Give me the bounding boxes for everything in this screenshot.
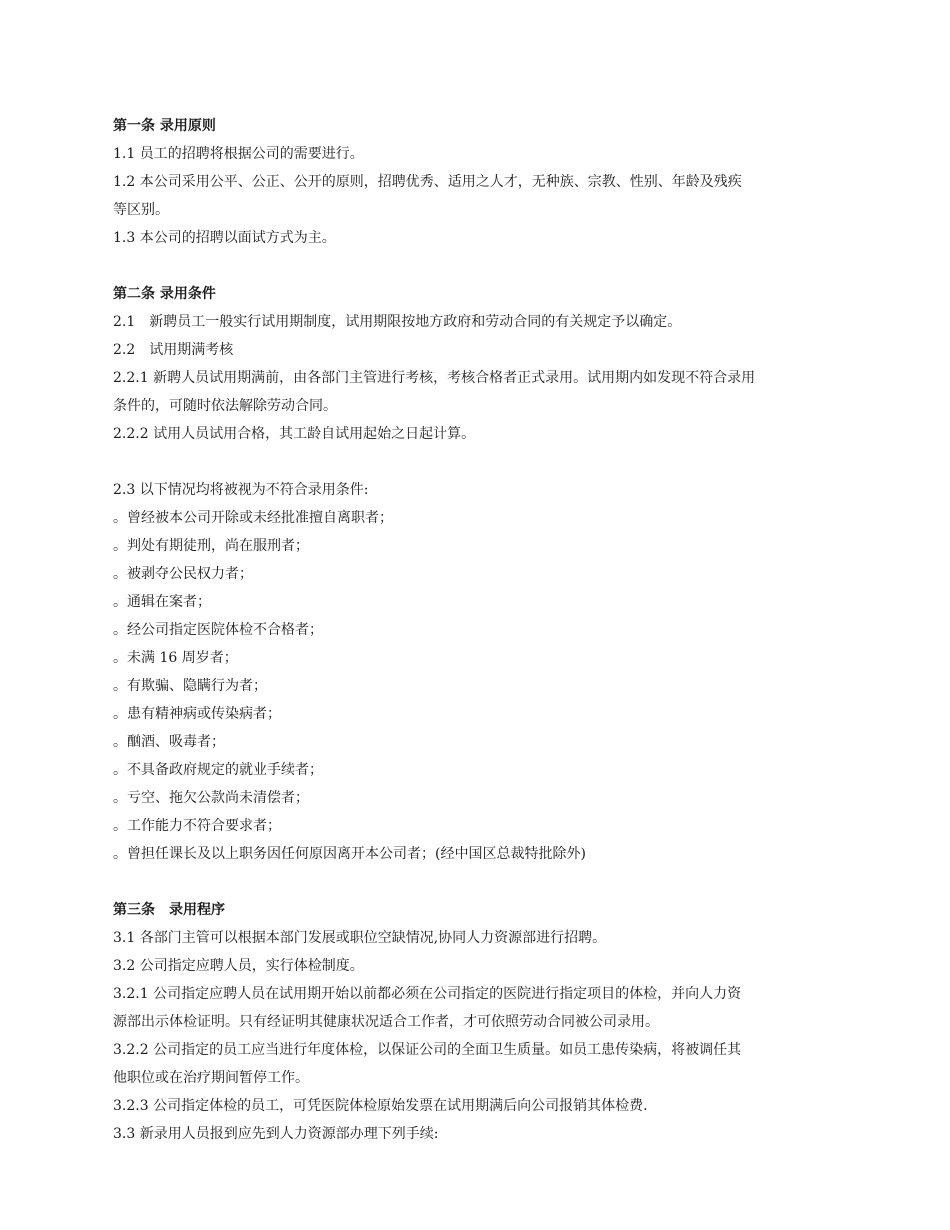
section-1: [113, 112, 873, 252]
list-item: 。未满 16 周岁者；: [113, 650, 238, 666]
paragraph-line: 3.3 新录用人员报到应先到人力资源部办理下列手续:: [113, 1126, 439, 1142]
list-item: 。曾经被本公司开除或未经批准擅自离职者；: [113, 510, 393, 526]
list-item: 。被剥夺公民权力者；: [113, 566, 253, 582]
paragraph-line: 3.1 各部门主管可以根据本部门发展或职位空缺情况,协同人力资源部进行招聘。: [113, 930, 607, 946]
section-3: [113, 896, 873, 1148]
list-item: 。经公司指定医院体检不合格者；: [113, 622, 323, 638]
paragraph-line: 2.2 试用期满考核: [113, 342, 234, 358]
paragraph-line: 2.2.2 试用人员试用合格，其工龄自试用起始之日起计算。: [113, 426, 476, 442]
paragraph-line: 3.2.1 公司指定应聘人员在试用期开始以前都必须在公司指定的医院进行指定项目的体检，并向人力资: [113, 986, 742, 1002]
paragraph-line: 2.3 以下情况均将被视为不符合录用条件:: [113, 482, 369, 498]
section-3-heading: 第三条 录用程序: [113, 902, 225, 918]
section-2-heading: 第二条 录用条件: [113, 286, 216, 302]
paragraph-line: 等区别。: [113, 202, 169, 218]
section-1-heading: 第一条 录用原则: [113, 118, 216, 134]
paragraph-line: 2.1 新聘员工一般实行试用期制度，试用期限按地方政府和劳动合同的有关规定予以确定。: [113, 314, 682, 330]
paragraph-line: 他职位或在治疗期间暂停工作。: [113, 1070, 309, 1086]
list-item: 。酗酒、吸毒者；: [113, 734, 225, 750]
paragraph-line: 1.1 员工的招聘将根据公司的需要进行。: [113, 146, 364, 162]
list-item: 。判处有期徒刑，尚在服刑者；: [113, 538, 309, 554]
list-item: 。患有精神病或传染病者；: [113, 706, 281, 722]
blank-line: [113, 252, 873, 280]
paragraph-line: 3.2 公司指定应聘人员，实行体检制度。: [113, 958, 364, 974]
paragraph-line: 3.2.3 公司指定体检的员工，可凭医院体检原始发票在试用期满后向公司报销其体检费.: [113, 1098, 648, 1114]
paragraph-line: 条件的，可随时依法解除劳动合同。: [113, 398, 337, 414]
paragraph-line: 1.2 本公司采用公平、公正、公开的原则，招聘优秀、适用之人才，无种族、宗教、性别、年龄及残疾: [113, 174, 742, 190]
paragraph-line: 3.2.2 公司指定的员工应当进行年度体检，以保证公司的全面卫生质量。如员工患传染病，将被调任其: [113, 1042, 742, 1058]
blank-line: [113, 448, 873, 476]
list-item: 。有欺骗、隐瞒行为者；: [113, 678, 267, 694]
list-item: 。通辑在案者；: [113, 594, 211, 610]
paragraph-line: 1.3 本公司的招聘以面试方式为主。: [113, 230, 336, 246]
list-item: 。不具备政府规定的就业手续者；: [113, 762, 323, 778]
paragraph-line: 2.2.1 新聘人员试用期满前，由各部门主管进行考核，考核合格者正式录用。试用期内如发现不符合录用: [113, 370, 756, 386]
list-item: 。亏空、拖欠公款尚未清偿者；: [113, 790, 309, 806]
list-item: 。曾担任课长及以上职务因任何原因离开本公司者；(经中国区总裁特批除外): [113, 846, 586, 862]
document-page: [113, 112, 873, 1148]
section-2: [113, 280, 873, 868]
paragraph-line: 源部出示体检证明。只有经证明其健康状况适合工作者，才可依照劳动合同被公司录用。: [113, 1014, 659, 1030]
list-item: 。工作能力不符合要求者；: [113, 818, 281, 834]
blank-line: [113, 868, 873, 896]
